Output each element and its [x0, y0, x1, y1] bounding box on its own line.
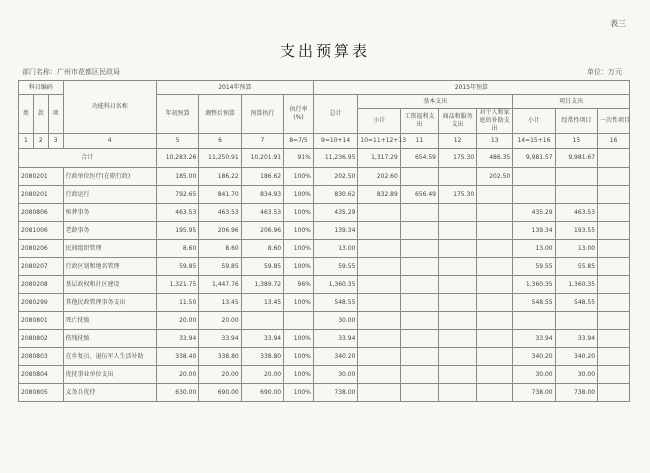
- amount-cell: [477, 186, 513, 204]
- amount-cell: 33.94: [241, 330, 283, 348]
- amount-cell: 139.34: [313, 222, 358, 240]
- header-project-group: 项目支出: [513, 95, 630, 109]
- amount-cell: 656.49: [400, 186, 438, 204]
- amount-cell: [400, 240, 438, 258]
- subject-name-cell: 义务兵优待: [63, 384, 156, 402]
- table-row: [19, 258, 630, 276]
- amount-cell: [400, 204, 438, 222]
- subject-code-cell: 2080801: [19, 312, 64, 330]
- amount-cell: [400, 366, 438, 384]
- index-cell: 14=15+16: [513, 134, 555, 149]
- subject-name-cell: 死亡抚恤: [63, 312, 156, 330]
- amount-cell: 33.94: [513, 330, 555, 348]
- header-code-kuan: 款: [33, 95, 48, 134]
- amount-cell: [358, 348, 400, 366]
- amount-cell: [598, 258, 630, 276]
- amount-cell: 206.96: [241, 222, 283, 240]
- subject-code-cell: 2080208: [19, 276, 64, 294]
- amount-cell: [438, 168, 476, 186]
- amount-cell: 59.55: [313, 258, 358, 276]
- column-index-row: [19, 134, 630, 149]
- amount-cell: 33.94: [313, 330, 358, 348]
- amount-cell: 20.00: [156, 366, 198, 384]
- amount-cell: 100%: [284, 384, 314, 402]
- header-project-subtotal: 小计: [513, 109, 555, 134]
- amount-cell: [400, 222, 438, 240]
- amount-cell: [555, 312, 597, 330]
- amount-cell: [358, 276, 400, 294]
- amount-cell: [400, 168, 438, 186]
- amount-cell: 830.62: [313, 186, 358, 204]
- amount-cell: 338.80: [199, 348, 241, 366]
- amount-cell: [598, 276, 630, 294]
- table-row: [19, 222, 630, 240]
- amount-cell: 100%: [284, 240, 314, 258]
- amount-cell: [400, 294, 438, 312]
- amount-cell: [400, 258, 438, 276]
- index-cell: 5: [156, 134, 198, 149]
- total-cell: [598, 149, 630, 168]
- amount-cell: [438, 204, 476, 222]
- amount-cell: 738.00: [555, 384, 597, 402]
- page-title: 支出预算表: [279, 42, 370, 60]
- amount-cell: [598, 366, 630, 384]
- header-total: 总计: [313, 95, 358, 134]
- total-cell: 11,250.91: [199, 149, 241, 168]
- subject-name-cell: 行政区划和地名管理: [63, 258, 156, 276]
- amount-cell: [598, 204, 630, 222]
- amount-cell: 195.95: [156, 222, 198, 240]
- amount-cell: [358, 204, 400, 222]
- amount-cell: [284, 312, 314, 330]
- amount-cell: 33.94: [199, 330, 241, 348]
- total-cell: 9,981.67: [555, 149, 597, 168]
- amount-cell: 100%: [284, 204, 314, 222]
- amount-cell: 33.94: [156, 330, 198, 348]
- amount-cell: [598, 186, 630, 204]
- amount-cell: 792.65: [156, 186, 198, 204]
- amount-cell: 193.55: [555, 222, 597, 240]
- amount-cell: [477, 276, 513, 294]
- amount-cell: 59.85: [156, 258, 198, 276]
- total-cell: 1,317.29: [358, 149, 400, 168]
- amount-cell: 340.20: [313, 348, 358, 366]
- amount-cell: [438, 294, 476, 312]
- amount-cell: 59.55: [513, 258, 555, 276]
- amount-cell: 1,360.35: [313, 276, 358, 294]
- amount-cell: 841.70: [199, 186, 241, 204]
- index-cell: 1: [19, 134, 34, 149]
- total-label: 合计: [19, 149, 157, 168]
- index-cell: 6: [199, 134, 241, 149]
- subject-code-cell: 2080299: [19, 294, 64, 312]
- amount-cell: [513, 168, 555, 186]
- amount-cell: [477, 384, 513, 402]
- amount-cell: [555, 168, 597, 186]
- amount-cell: [513, 186, 555, 204]
- subject-code-cell: 2080201: [19, 168, 64, 186]
- subject-name-cell: 在乡复员、退伍军人生活补助: [63, 348, 156, 366]
- subject-name-cell: 老龄事务: [63, 222, 156, 240]
- subject-name-cell: 行政单位医疗(在职行政): [63, 168, 156, 186]
- amount-cell: [513, 312, 555, 330]
- amount-cell: 463.53: [241, 204, 283, 222]
- amount-cell: [598, 240, 630, 258]
- amount-cell: 20.00: [199, 366, 241, 384]
- amount-cell: 30.00: [313, 366, 358, 384]
- header-year-begin-budget: 年初预算: [156, 95, 198, 134]
- amount-cell: [598, 384, 630, 402]
- index-cell: 12: [438, 134, 476, 149]
- index-cell: 4: [63, 134, 156, 149]
- amount-cell: [400, 384, 438, 402]
- total-row: [19, 149, 630, 168]
- amount-cell: 13.00: [313, 240, 358, 258]
- amount-cell: 13.45: [241, 294, 283, 312]
- amount-cell: [358, 312, 400, 330]
- header-goods-services: 商品和服务支出: [438, 109, 476, 134]
- page-number: 表三: [610, 19, 626, 28]
- budget-rows: [19, 168, 630, 402]
- amount-cell: 1,389.72: [241, 276, 283, 294]
- amount-cell: [400, 348, 438, 366]
- amount-cell: 8.60: [156, 240, 198, 258]
- amount-cell: [598, 330, 630, 348]
- amount-cell: 202.50: [477, 168, 513, 186]
- total-cell: 175.30: [438, 149, 476, 168]
- total-cell: 10,283.26: [156, 149, 198, 168]
- amount-cell: 100%: [284, 294, 314, 312]
- table-row: [19, 204, 630, 222]
- amount-cell: [598, 294, 630, 312]
- header-year-2015: 2015年预算: [313, 81, 629, 95]
- subject-name-cell: 民间组织管理: [63, 240, 156, 258]
- table-row: [19, 240, 630, 258]
- subject-code-cell: 2080206: [19, 240, 64, 258]
- amount-cell: 690.00: [241, 384, 283, 402]
- table-row: [19, 312, 630, 330]
- subject-code-cell: 2080803: [19, 348, 64, 366]
- amount-cell: [477, 330, 513, 348]
- index-cell: 9=10+14: [313, 134, 358, 149]
- amount-cell: 738.00: [513, 384, 555, 402]
- amount-cell: 100%: [284, 186, 314, 204]
- amount-cell: 340.20: [555, 348, 597, 366]
- amount-cell: 186.62: [241, 168, 283, 186]
- header-adjusted-budget: 调整后预算: [199, 95, 241, 134]
- subject-name-cell: 伤残抚恤: [63, 330, 156, 348]
- amount-cell: [438, 384, 476, 402]
- index-cell: 13: [477, 134, 513, 149]
- amount-cell: 340.20: [513, 348, 555, 366]
- amount-cell: [598, 222, 630, 240]
- amount-cell: 738.00: [313, 384, 358, 402]
- amount-cell: [358, 384, 400, 402]
- total-cell: 654.59: [400, 149, 438, 168]
- amount-cell: [477, 366, 513, 384]
- department-label: 部门名称：广州市花都区民政局: [22, 68, 120, 76]
- index-cell: 3: [48, 134, 63, 149]
- total-cell: 11,236.95: [313, 149, 358, 168]
- amount-cell: 33.94: [555, 330, 597, 348]
- amount-cell: [438, 366, 476, 384]
- amount-cell: 435.29: [313, 204, 358, 222]
- amount-cell: 8.60: [199, 240, 241, 258]
- amount-cell: 100%: [284, 366, 314, 384]
- amount-cell: [438, 240, 476, 258]
- amount-cell: 100%: [284, 222, 314, 240]
- amount-cell: 630.00: [156, 384, 198, 402]
- amount-cell: [477, 240, 513, 258]
- index-cell: 10=11+12+13: [358, 134, 400, 149]
- header-execution: 预算执行: [241, 95, 283, 134]
- amount-cell: [438, 348, 476, 366]
- table-row: [19, 276, 630, 294]
- header-code-type: 类: [19, 95, 34, 134]
- header-code-group: 科目编码: [19, 81, 64, 95]
- total-cell: 486.35: [477, 149, 513, 168]
- header-salary-welfare: 工资福利支出: [400, 109, 438, 134]
- amount-cell: 100%: [284, 348, 314, 366]
- amount-cell: 59.85: [241, 258, 283, 276]
- table-row: [19, 330, 630, 348]
- amount-cell: 338.40: [156, 348, 198, 366]
- amount-cell: 20.00: [156, 312, 198, 330]
- subject-code-cell: 2080802: [19, 330, 64, 348]
- table-row: [19, 366, 630, 384]
- amount-cell: [477, 348, 513, 366]
- amount-cell: 59.85: [199, 258, 241, 276]
- amount-cell: [358, 294, 400, 312]
- header-year-2014: 2014年预算: [156, 81, 313, 95]
- subject-name-cell: 行政运行: [63, 186, 156, 204]
- amount-cell: 96%: [284, 276, 314, 294]
- index-cell: 11: [400, 134, 438, 149]
- amount-cell: [555, 186, 597, 204]
- amount-cell: [477, 222, 513, 240]
- header-code-xiang: 项: [48, 95, 63, 134]
- subject-code-cell: 2080207: [19, 258, 64, 276]
- amount-cell: 202.50: [313, 168, 358, 186]
- amount-cell: 30.00: [555, 366, 597, 384]
- amount-cell: [477, 204, 513, 222]
- header-family-subsidy: 对个人和家庭的补助支出: [477, 109, 513, 134]
- amount-cell: 100%: [284, 258, 314, 276]
- amount-cell: 100%: [284, 168, 314, 186]
- subject-name-cell: 基层政权和社区建设: [63, 276, 156, 294]
- amount-cell: [358, 330, 400, 348]
- table-row: [19, 168, 630, 186]
- amount-cell: 13.45: [199, 294, 241, 312]
- amount-cell: 1,447.76: [199, 276, 241, 294]
- subject-code-cell: 2080805: [19, 384, 64, 402]
- amount-cell: 175.30: [438, 186, 476, 204]
- header-subject-name: 功能科目名称: [63, 81, 156, 134]
- amount-cell: 13.00: [513, 240, 555, 258]
- index-cell: 7: [241, 134, 283, 149]
- subject-code-cell: 2080806: [19, 204, 64, 222]
- amount-cell: 20.00: [241, 366, 283, 384]
- amount-cell: [400, 276, 438, 294]
- amount-cell: 20.00: [199, 312, 241, 330]
- subject-code-cell: 2080804: [19, 366, 64, 384]
- amount-cell: 185.00: [156, 168, 198, 186]
- amount-cell: 463.53: [199, 204, 241, 222]
- amount-cell: 206.96: [199, 222, 241, 240]
- amount-cell: 834.93: [241, 186, 283, 204]
- amount-cell: 100%: [284, 330, 314, 348]
- amount-cell: 1,360.35: [513, 276, 555, 294]
- header-exec-rate: 执行率(%): [284, 95, 314, 134]
- amount-cell: 1,360.35: [555, 276, 597, 294]
- amount-cell: 202.60: [358, 168, 400, 186]
- amount-cell: 338.80: [241, 348, 283, 366]
- header-basic-group: 基本支出: [358, 95, 513, 109]
- amount-cell: [438, 312, 476, 330]
- table-row: [19, 294, 630, 312]
- table-row: [19, 384, 630, 402]
- amount-cell: 463.53: [156, 204, 198, 222]
- amount-cell: 139.34: [513, 222, 555, 240]
- subject-name-cell: 优抚事业单位支出: [63, 366, 156, 384]
- total-cell: 9,981.57: [513, 149, 555, 168]
- budget-table: [18, 80, 630, 402]
- header-regular-project: 经常性项目: [555, 109, 597, 134]
- index-cell: 2: [33, 134, 48, 149]
- header-basic-subtotal: 小计: [358, 109, 400, 134]
- amount-cell: [358, 222, 400, 240]
- amount-cell: [438, 222, 476, 240]
- subject-code-cell: 2081006: [19, 222, 64, 240]
- amount-cell: [358, 258, 400, 276]
- amount-cell: [400, 330, 438, 348]
- amount-cell: 548.55: [513, 294, 555, 312]
- amount-cell: [438, 258, 476, 276]
- amount-cell: 832.89: [358, 186, 400, 204]
- amount-cell: 11.50: [156, 294, 198, 312]
- amount-cell: [477, 258, 513, 276]
- index-cell: 15: [555, 134, 597, 149]
- amount-cell: [241, 312, 283, 330]
- total-cell: 91%: [284, 149, 314, 168]
- amount-cell: [477, 312, 513, 330]
- amount-cell: [358, 240, 400, 258]
- amount-cell: [598, 168, 630, 186]
- amount-cell: [477, 294, 513, 312]
- table-row: [19, 186, 630, 204]
- index-cell: 16: [598, 134, 630, 149]
- amount-cell: 186.22: [199, 168, 241, 186]
- amount-cell: [438, 276, 476, 294]
- header-one-time-project: 一次性项目: [598, 109, 630, 134]
- amount-cell: [400, 312, 438, 330]
- amount-cell: 1,321.75: [156, 276, 198, 294]
- unit-label: 单位：万元: [587, 68, 622, 76]
- amount-cell: [598, 312, 630, 330]
- amount-cell: 30.00: [513, 366, 555, 384]
- table-subheading: [22, 67, 622, 77]
- amount-cell: 30.00: [313, 312, 358, 330]
- index-cell: 8=7/5: [284, 134, 314, 149]
- amount-cell: [598, 348, 630, 366]
- amount-cell: 13.00: [555, 240, 597, 258]
- amount-cell: 463.53: [555, 204, 597, 222]
- subject-code-cell: 2080201: [19, 186, 64, 204]
- amount-cell: 8.60: [241, 240, 283, 258]
- subject-name-cell: 殡葬事务: [63, 204, 156, 222]
- amount-cell: [358, 366, 400, 384]
- amount-cell: 690.00: [199, 384, 241, 402]
- amount-cell: 548.55: [555, 294, 597, 312]
- total-cell: 10,201.91: [241, 149, 283, 168]
- subject-name-cell: 其他民政管理事务支出: [63, 294, 156, 312]
- amount-cell: 55.85: [555, 258, 597, 276]
- amount-cell: [438, 330, 476, 348]
- table-row: [19, 348, 630, 366]
- amount-cell: 435.29: [513, 204, 555, 222]
- amount-cell: 548.55: [313, 294, 358, 312]
